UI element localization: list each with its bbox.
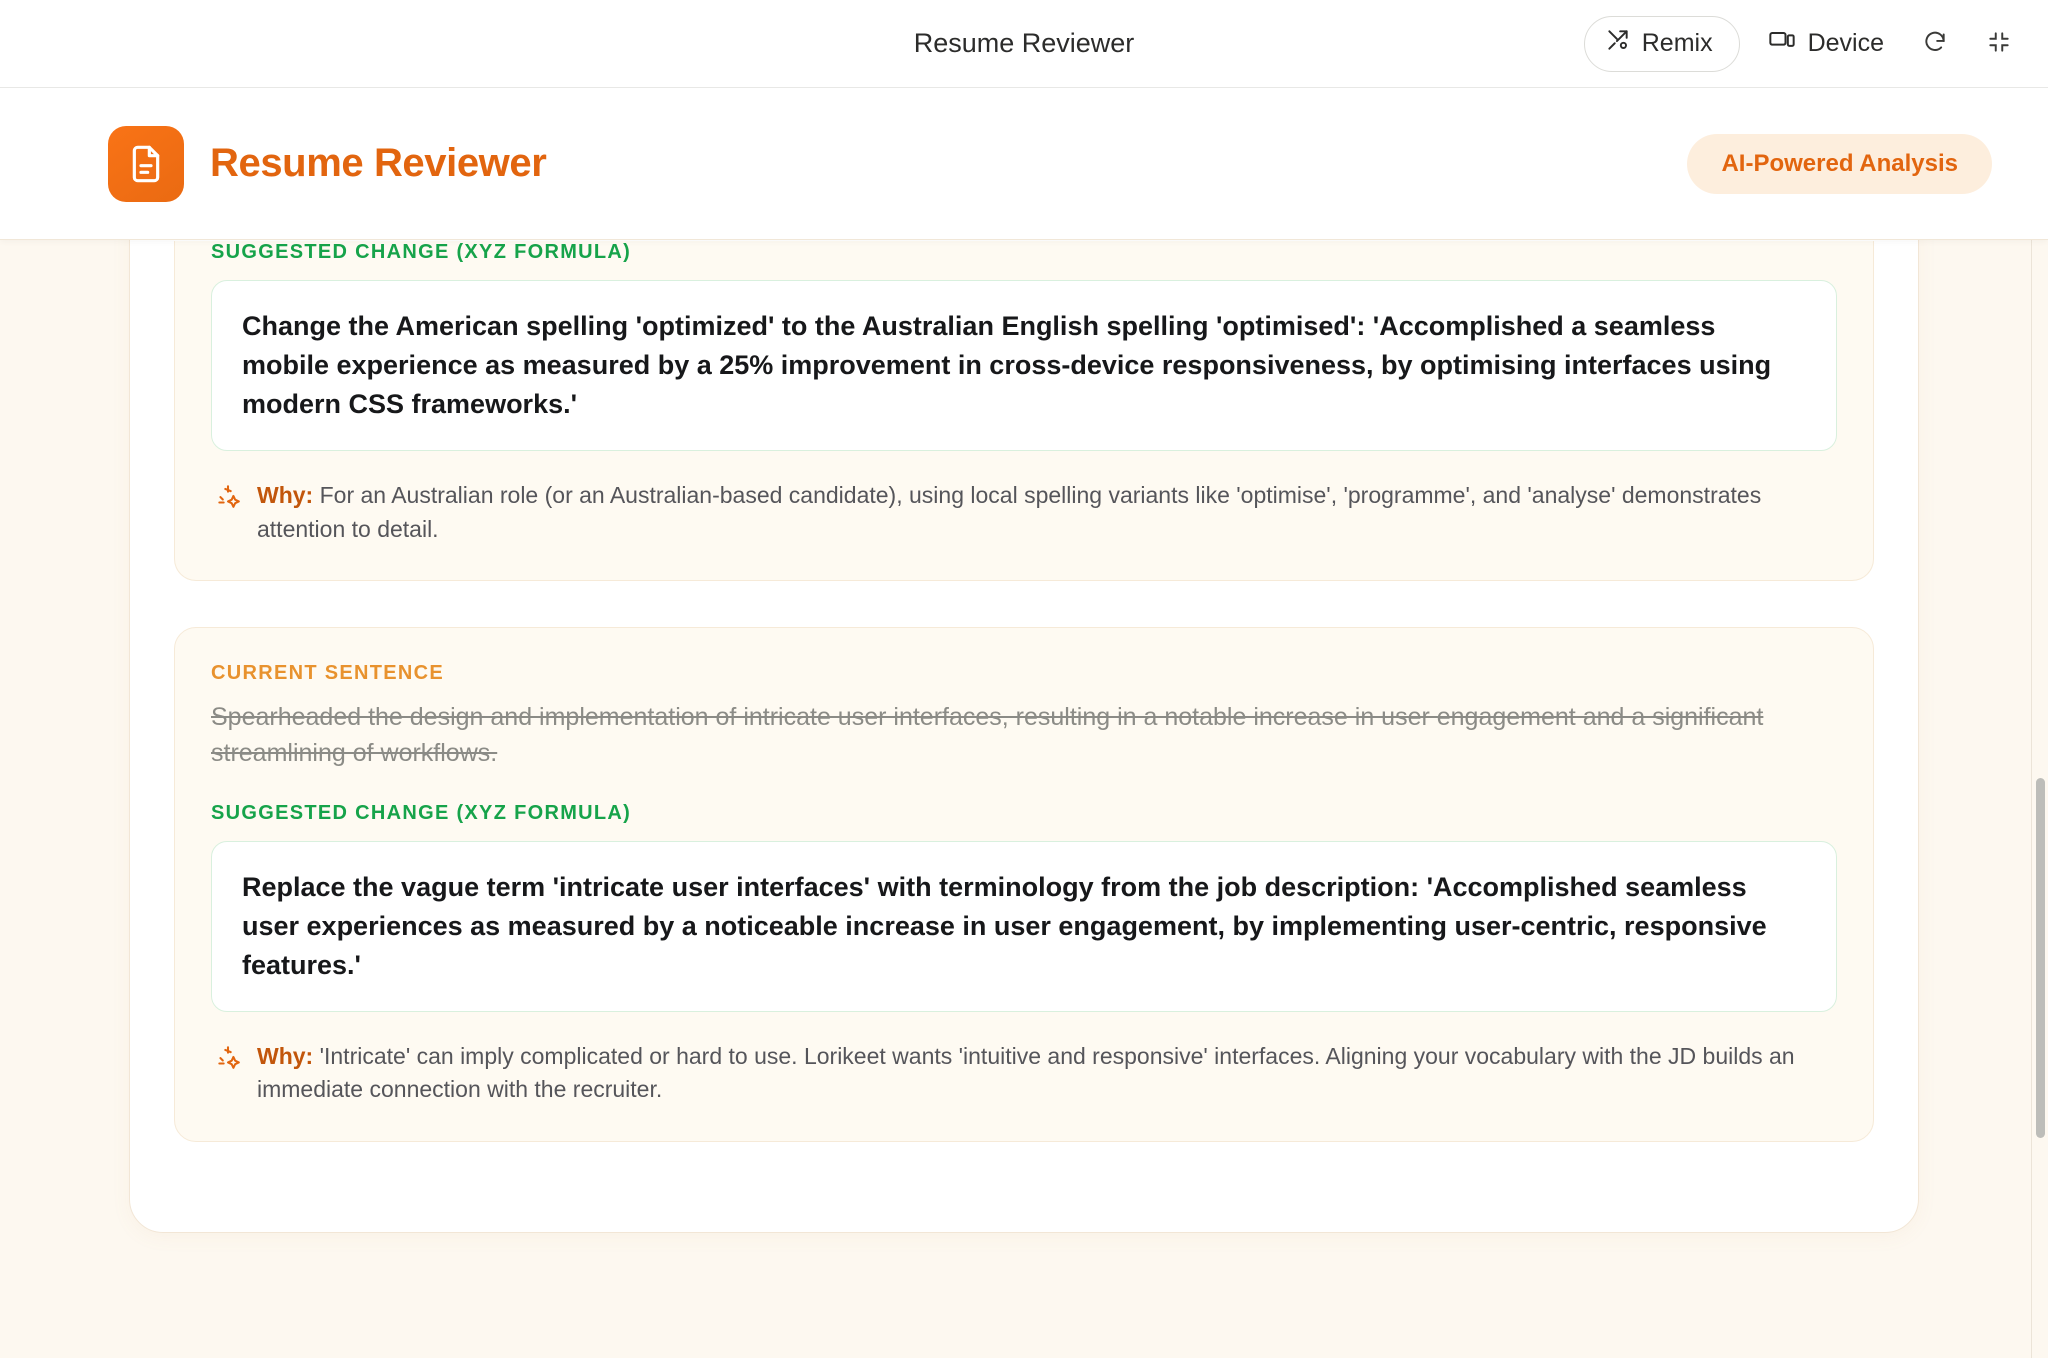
preview-toolbar-actions	[1584, 16, 2048, 72]
why-label: Why:	[257, 482, 314, 509]
preview-title: Resume Reviewer	[913, 28, 1135, 58]
collapse-icon	[1986, 29, 2012, 58]
document-icon	[108, 126, 184, 202]
suggested-label: SUGGESTED CHANGE (XYZ FORMULA)	[211, 241, 632, 263]
why-label: Why:	[257, 1043, 314, 1070]
why-body: For an Australian role (or an Australian-based candidate), using local spelling variants like 'optimise', 'programme', and 'analyse' demonstrates attention to detail.	[257, 482, 1762, 542]
scrollbar-thumb[interactable]	[2036, 778, 2045, 1138]
why-row	[211, 479, 1837, 546]
sparkle-icon	[215, 1044, 241, 1075]
vertical-scrollbar[interactable]	[2032, 88, 2048, 1358]
refresh-icon	[1922, 29, 1948, 58]
scroll-content[interactable]	[0, 240, 2048, 1358]
why-body: 'Intricate' can imply complicated or hard to use. Lorikeet wants 'intuitive and responsive' interfaces. Aligning your vocabulary with the JD builds an immediate connection with the recruiter.	[257, 1043, 1795, 1103]
why-text	[257, 479, 1837, 546]
current-sentence: Spearheaded the design and implementation of intricate user interfaces, resulting in a notable increase in user engagement and a significant streamlining of workflows.	[211, 703, 1764, 768]
app-window	[0, 88, 2048, 1358]
remix-icon	[1605, 27, 1631, 60]
suggestion-card	[174, 627, 1874, 1142]
app-header	[0, 88, 2048, 240]
why-text	[257, 1040, 1837, 1107]
suggested-text: Replace the vague term 'intricate user interfaces' with terminology from the job description: 'Accomplished seamless user experiences as measured by a noticeable increase in user engagement, by implementing user-centric, responsive features.'	[211, 841, 1837, 1012]
suggested-label: SUGGESTED CHANGE (XYZ FORMULA)	[211, 801, 632, 824]
sparkle-icon	[215, 483, 241, 514]
status-badge: AI-Powered Analysis	[1687, 134, 1992, 194]
device-icon	[1768, 26, 1796, 61]
current-label: CURRENT SENTENCE	[211, 662, 445, 685]
device-button[interactable]	[1758, 18, 1894, 69]
remix-label: Remix	[1641, 29, 1713, 57]
brand-name: Resume Reviewer	[210, 141, 547, 185]
suggested-text: Change the American spelling 'optimized' to the Australian English spelling 'optimised': 'Accomplished a seamless mobile experience as measured by a 25% improvement in cross-device responsiveness, by optimising interfaces using modern CSS frameworks.'	[211, 280, 1837, 451]
collapse-button[interactable]	[1976, 21, 2022, 67]
refresh-button[interactable]	[1912, 21, 1958, 67]
preview-toolbar	[0, 0, 2048, 88]
device-label: Device	[1807, 29, 1884, 57]
brand[interactable]	[108, 126, 546, 202]
remix-button[interactable]	[1584, 16, 1740, 72]
suggestion-card	[174, 241, 1874, 581]
suggestions-panel	[129, 240, 1919, 1233]
why-row	[211, 1040, 1837, 1107]
